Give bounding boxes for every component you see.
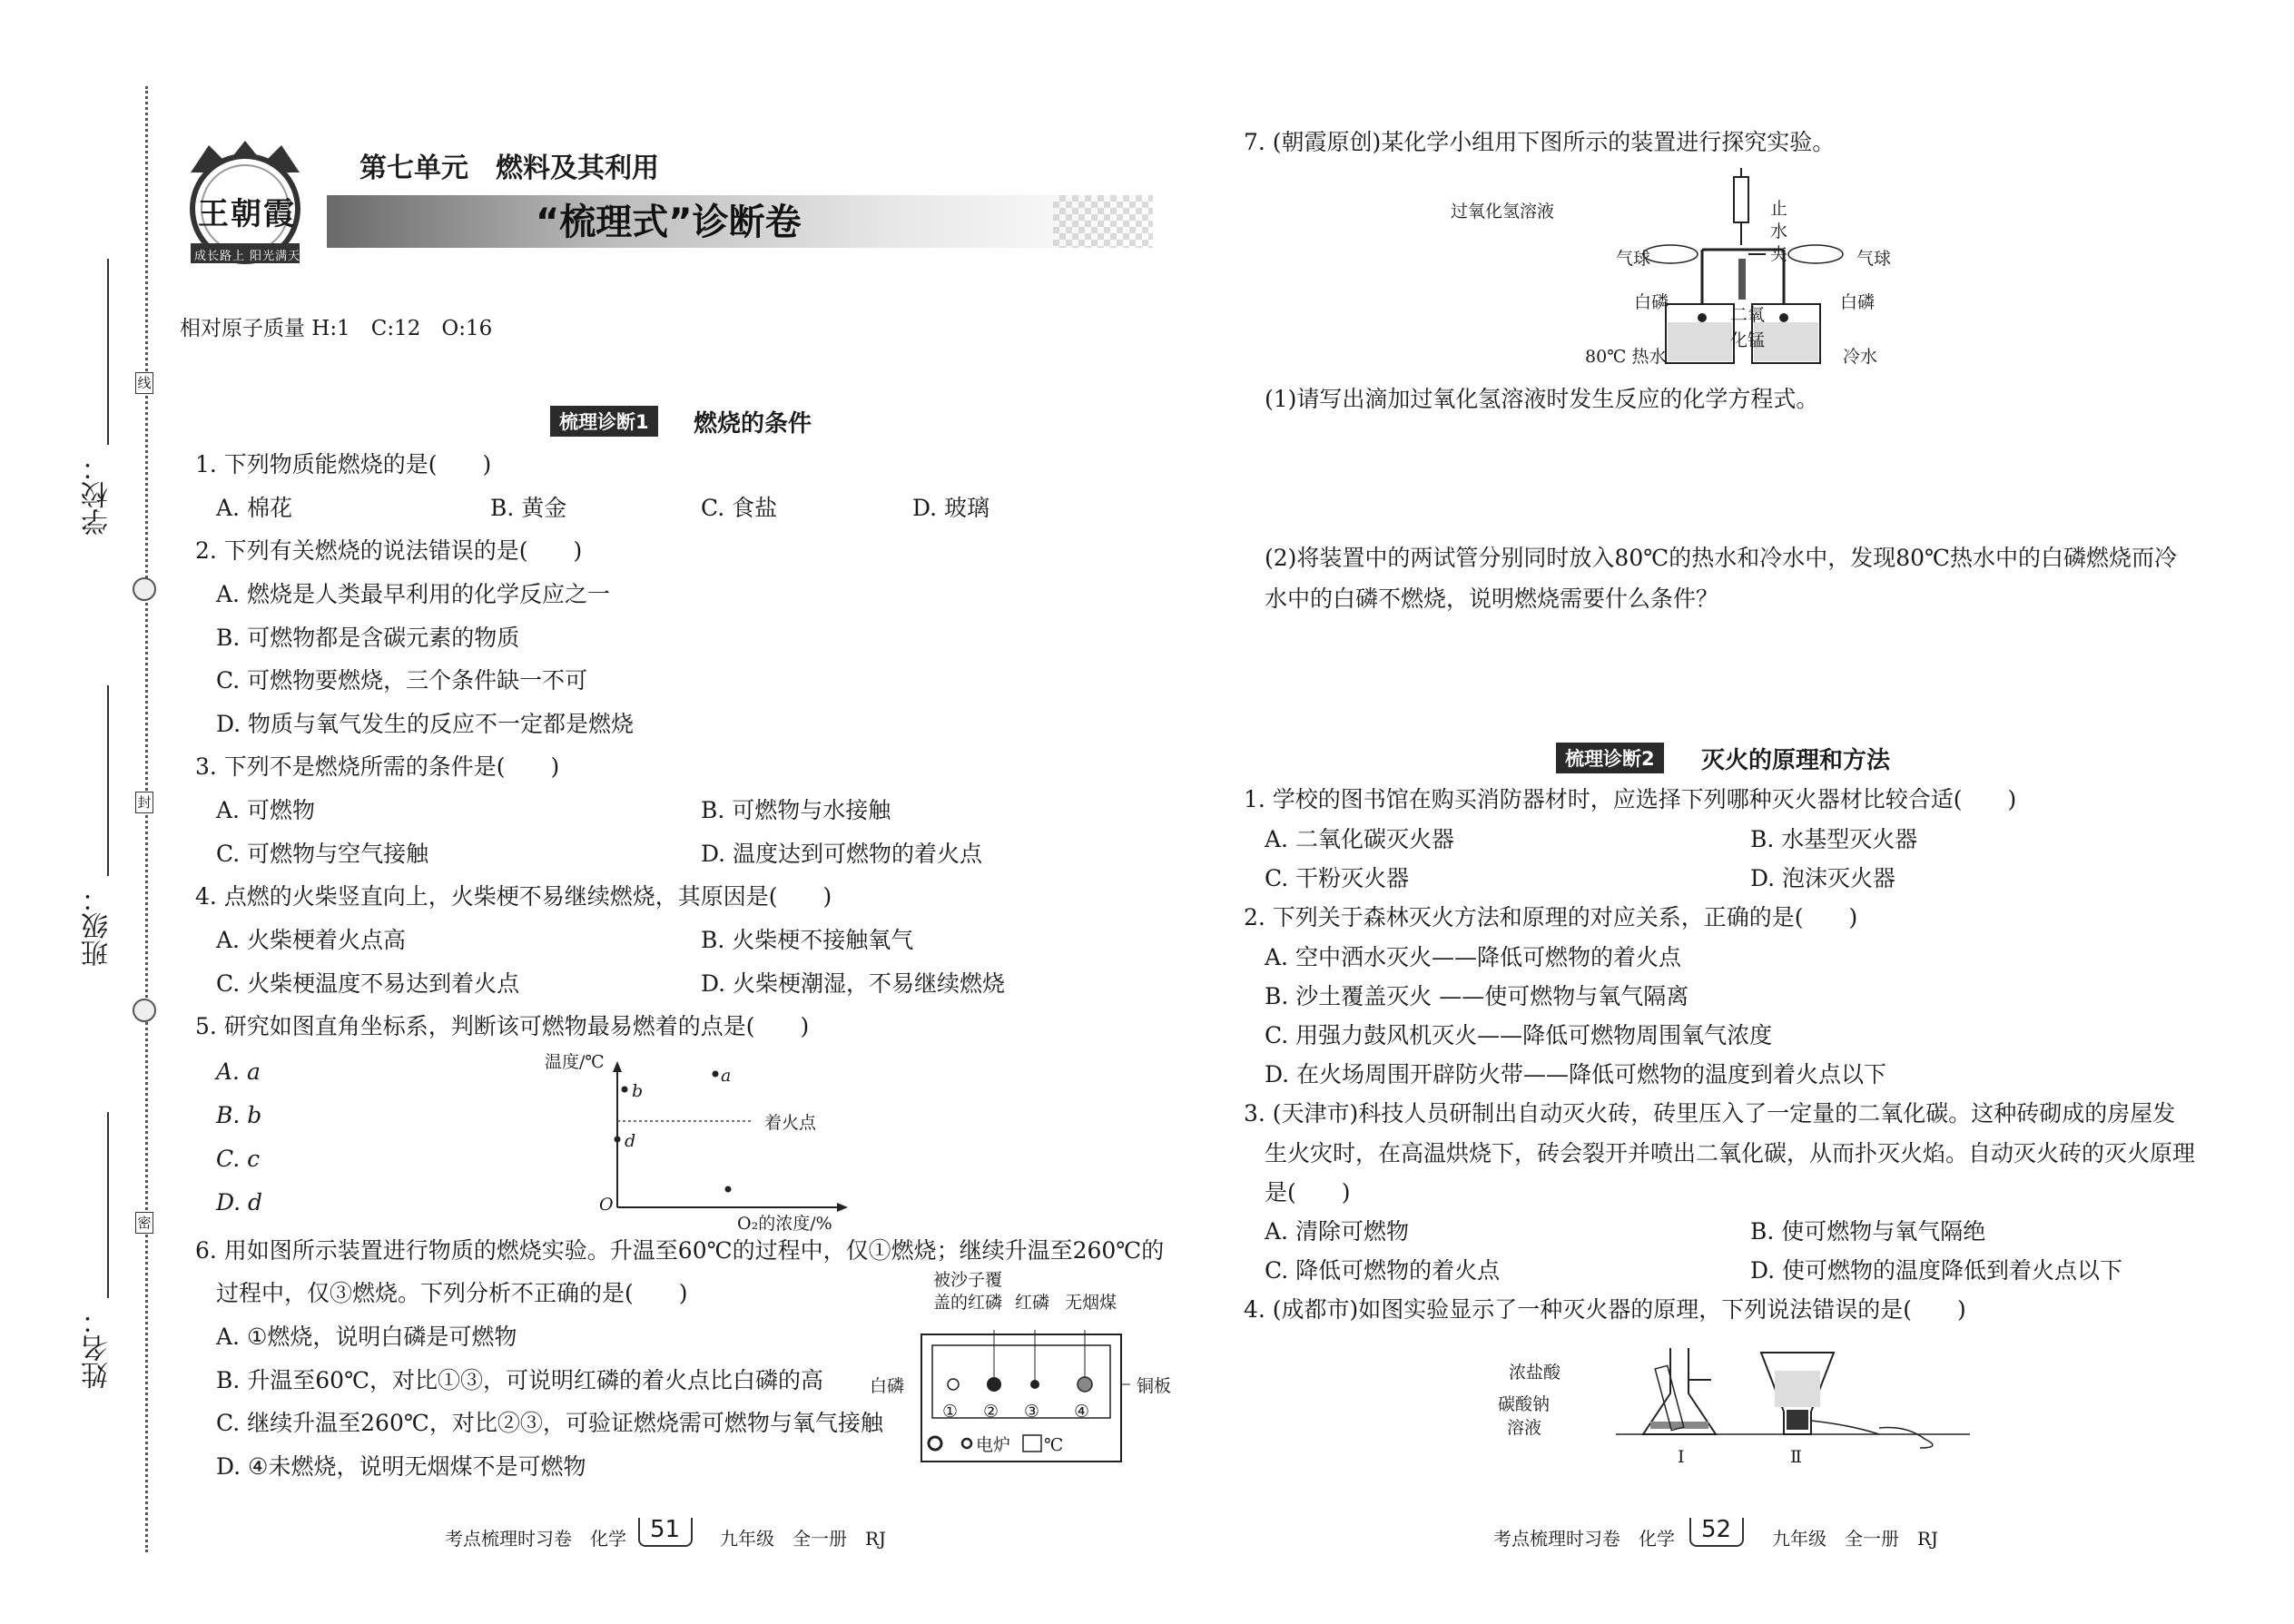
fig8-acid: 浓盐酸 [1509, 1363, 1561, 1383]
left-balloon [1643, 245, 1698, 263]
q5-coordinate-figure [536, 1048, 862, 1230]
right-balloon [1788, 245, 1843, 263]
lq5-stem: 5. 研究如图直角坐标系，判断该可燃物最易燃着的点是( ) [195, 1013, 810, 1039]
lq1-opt-c[interactable]: C. 食盐 [701, 495, 778, 521]
margin-seal-box-1: 线 [135, 372, 153, 394]
lq5-opt-d[interactable]: D. d [216, 1189, 263, 1216]
lq6-opt-b[interactable]: B. 升温至60℃，对比①③，可说明红磷的着火点比白磷的高 [216, 1367, 824, 1393]
margin-seal-box-2: 封 [135, 792, 153, 813]
lq3-opt-d[interactable]: D. 温度达到可燃物的着火点 [701, 841, 983, 867]
fig8-na2co3-1: 碳酸钠 [1498, 1394, 1551, 1414]
q6-num-4: ④ [1074, 1402, 1090, 1422]
lq5-opt-a[interactable]: A. a [216, 1058, 261, 1085]
left-white-phosphorus [1698, 313, 1707, 322]
lq2-opt-b[interactable]: B. 可燃物都是含碳元素的物质 [216, 625, 520, 651]
lq6-stem2: 过程中，仅③燃烧。下列分析不正确的是( ) [216, 1280, 688, 1306]
rq1-opt-b[interactable]: B. 水基型灭火器 [1750, 826, 1918, 852]
point-a [713, 1071, 719, 1078]
lq4-opt-a[interactable]: A. 火柴梗着火点高 [216, 927, 406, 953]
lq5-opt-c[interactable]: C. c [216, 1146, 261, 1172]
q5-label-b: b [632, 1081, 644, 1101]
sand-covered-red-phosphorus-mark [987, 1377, 1001, 1392]
lq6-stem1: 6. 用如图所示装置进行物质的燃烧实验。升温至60℃的过程中，仅①燃烧；继续升温至260℃的 [195, 1237, 1165, 1264]
stove-knob-icon [929, 1437, 941, 1450]
lq5-opt-b[interactable]: B. b [216, 1102, 262, 1128]
name-line [107, 1112, 109, 1298]
class-label: 班级： [82, 885, 113, 967]
syringe [1734, 177, 1748, 222]
rq1-opt-c[interactable]: C. 干粉灭火器 [1265, 865, 1410, 891]
fig8-label-1: Ⅰ [1678, 1447, 1685, 1467]
lq3-opt-b[interactable]: B. 可燃物与水接触 [701, 797, 891, 823]
fig7-wp-l: 白磷 [1634, 292, 1669, 312]
acid-tube-1 [1655, 1365, 1684, 1430]
rq2-opt-a[interactable]: A. 空中洒水灭火——降低可燃物的着火点 [1265, 944, 1681, 970]
flask-1 [1643, 1348, 1716, 1434]
q6-num-1: ① [942, 1402, 959, 1422]
q7-part2b: 水中的白磷不燃烧，说明燃烧需要什么条件？ [1265, 586, 1719, 612]
q5-origin: O [599, 1195, 614, 1215]
fig7-mno2-1: 二氧 [1730, 305, 1766, 325]
q6-white-p: 白磷 [870, 1376, 905, 1396]
school-label: 学校： [82, 454, 113, 536]
unit-title: 第七单元 燃料及其利用 [359, 153, 659, 184]
fig7-balloon-l: 气球 [1616, 249, 1651, 269]
rq2-opt-c[interactable]: C. 用强力鼓风机灭火——降低可燃物周围氧气浓度 [1265, 1022, 1773, 1048]
q6-num-2: ② [983, 1402, 999, 1422]
temperature-display [1023, 1435, 1041, 1452]
anthracite-mark [1078, 1377, 1092, 1392]
name-label: 姓名： [82, 1307, 113, 1389]
rq3-opt-b[interactable]: B. 使可燃物与氧气隔绝 [1750, 1218, 1986, 1245]
lq4-opt-b[interactable]: B. 火柴梗不接触氧气 [701, 927, 914, 953]
point-c [725, 1186, 732, 1193]
lq3-opt-c[interactable]: C. 可燃物与空气接触 [216, 841, 429, 867]
hot-water [1668, 322, 1732, 361]
solution-2 [1775, 1371, 1820, 1407]
flame-icon [1879, 1428, 1933, 1449]
rq7-stem: 7. (朝霞原创)某化学小组用下图所示的装置进行探究实验。 [1244, 129, 1836, 155]
lq6-opt-d[interactable]: D. ④未燃烧，说明无烟煤不是可燃物 [216, 1453, 586, 1480]
stove-switch-icon [962, 1439, 971, 1448]
logo-text: 王朝霞 [198, 196, 296, 232]
left-footer-text2: 九年级 全一册 RJ [720, 1528, 887, 1550]
q6-apparatus-figure [903, 1307, 1139, 1480]
rq1-opt-d[interactable]: D. 泡沫灭火器 [1750, 865, 1896, 891]
rq3-stem2: 生火灾时，在高温烘烧下，砖会裂开并喷出二氧化碳，从而扑灭火焰。自动灭火砖的灭火原理 [1265, 1140, 2196, 1166]
q6-top2: 盖的红磷 [933, 1293, 1003, 1313]
rq2-opt-b[interactable]: B. 沙土覆盖灭火 ——使可燃物与氧气隔离 [1265, 983, 1689, 1009]
spray-line [1811, 1421, 1879, 1434]
y-axis-arrow-icon [613, 1061, 622, 1072]
rq2-stem: 2. 下列关于森林灭火方法和原理的对应关系，正确的是( ) [1244, 904, 1858, 930]
lq2-opt-a[interactable]: A. 燃烧是人类最早利用的化学反应之一 [216, 581, 610, 607]
right-footer-text2: 九年级 全一册 RJ [1772, 1528, 1939, 1550]
margin-ornament-2 [133, 999, 156, 1022]
q4-extinguisher-figure [1580, 1330, 1979, 1489]
right-footer-page: 52 [1701, 1516, 1732, 1543]
q5-xlabel: O₂的浓度/% [737, 1214, 832, 1234]
lq2-opt-c[interactable]: C. 可燃物要燃烧，三个条件缺一不可 [216, 667, 588, 694]
fig7-h2o2: 过氧化氢溶液 [1451, 202, 1555, 221]
left-footer-text1: 考点梳理时习卷 化学 [445, 1528, 626, 1550]
logo [172, 136, 318, 272]
lq3-opt-a[interactable]: A. 可燃物 [216, 797, 315, 823]
lq2-stem: 2. 下列有关燃烧的说法错误的是( ) [195, 537, 583, 564]
q6-top1: 被沙子覆 [933, 1270, 1003, 1290]
left-footer-page: 51 [650, 1516, 681, 1543]
fig7-clamp3: 夹 [1770, 244, 1788, 264]
fig7-clamp1: 止 [1770, 199, 1788, 219]
paper-title: “梳理式”诊断卷 [536, 202, 802, 243]
rq3-opt-c[interactable]: C. 降低可燃物的着火点 [1265, 1257, 1501, 1284]
lq4-opt-c[interactable]: C. 火柴梗温度不易达到着火点 [216, 970, 520, 997]
lq6-opt-a[interactable]: A. ①燃烧，说明白磷是可燃物 [216, 1324, 517, 1350]
q5-ylabel: 温度/℃ [545, 1052, 605, 1072]
rq1-stem: 1. 学校的图书馆在购买消防器材时，应选择下列哪种灭火器材比较合适( ) [1244, 786, 2017, 812]
point-b [622, 1087, 628, 1093]
class-line [107, 685, 109, 876]
q6-red-p: 红磷 [1015, 1293, 1050, 1313]
fig7-wp-r: 白磷 [1840, 292, 1876, 312]
lq2-opt-d[interactable]: D. 物质与氧气发生的反应不一定都是燃烧 [216, 711, 635, 737]
lq4-opt-d[interactable]: D. 火柴梗潮湿，不易继续燃烧 [701, 970, 1006, 997]
rq3-opt-d[interactable]: D. 使可燃物的温度降低到着火点以下 [1750, 1257, 2123, 1284]
red-phosphorus-mark [1030, 1380, 1039, 1389]
rq1-opt-a[interactable]: A. 二氧化碳灭火器 [1265, 826, 1454, 852]
fig7-clamp2: 水 [1770, 221, 1788, 241]
fig8-na2co3-2: 溶液 [1507, 1418, 1542, 1438]
fig7-hot: 80℃ 热水 [1585, 347, 1667, 367]
section2-badge: 梳理诊断2 [1556, 743, 1664, 773]
lq4-stem: 4. 点燃的火柴竖直向上，火柴梗不易继续燃烧，其原因是( ) [195, 883, 832, 910]
rq3-stem1: 3. (天津市)科技人员研制出自动灭火砖，砖里压入了一定量的二氧化碳。这种砖砌成的房屋发 [1244, 1100, 2176, 1127]
atomic-mass: 相对原子质量 H:1 C:12 O:16 [180, 317, 493, 340]
lq6-opt-c[interactable]: C. 继续升温至260℃，对比②③，可验证燃烧需可燃物与氧气接触 [216, 1410, 883, 1436]
stopper-2 [1787, 1410, 1808, 1430]
margin-seal-box-3: 密 [135, 1212, 153, 1234]
point-d [615, 1137, 621, 1143]
fig7-balloon-r: 气球 [1856, 249, 1892, 269]
logo-slogan: 成长路上 阳光满天 [194, 250, 301, 263]
q6-plate: 铜板 [1137, 1376, 1172, 1396]
rq4-stem: 4. (成都市)如图实验显示了一种灭火器的原理，下列说法错误的是( ) [1244, 1296, 1966, 1323]
lq1-stem: 1. 下列物质能燃烧的是( ) [195, 451, 492, 477]
right-white-phosphorus [1779, 313, 1788, 322]
margin-ornament-1 [133, 577, 156, 601]
q7-part2a: (2)将装置中的两试管分别同时放入80℃的热水和冷水中，发现80℃热水中的白磷燃烧而冷 [1265, 545, 2177, 571]
q6-coal: 无烟煤 [1065, 1293, 1117, 1313]
lq1-opt-b[interactable]: B. 黄金 [490, 495, 567, 521]
q6-stove-label: 电炉 [976, 1435, 1011, 1455]
lq1-opt-a[interactable]: A. 棉花 [216, 495, 292, 521]
section1-title: 燃烧的条件 [694, 410, 812, 438]
q5-label-a: a [721, 1066, 732, 1086]
q5-label-d: d [625, 1131, 636, 1151]
binding-margin [145, 86, 148, 1552]
rq3-opt-a[interactable]: A. 清除可燃物 [1265, 1218, 1409, 1245]
fig7-mno2-2: 化锰 [1730, 330, 1766, 350]
q6-num-3: ③ [1024, 1402, 1040, 1422]
mno2-tube [1738, 259, 1746, 300]
q7-part1: (1)请写出滴加过氧化氢溶液时发生反应的化学方程式。 [1265, 386, 1819, 412]
fig8-label-2: Ⅱ [1790, 1447, 1802, 1467]
section2-title: 灭火的原理和方法 [1701, 747, 1891, 774]
lq3-stem: 3. 下列不是燃烧所需的条件是( ) [195, 753, 560, 780]
fig7-cold: 冷水 [1843, 347, 1878, 367]
right-footer-text1: 考点梳理时习卷 化学 [1493, 1528, 1675, 1550]
rq3-stem3: 是( ) [1265, 1179, 1351, 1206]
q6-unit-label: ℃ [1044, 1435, 1064, 1455]
x-axis-arrow-icon [837, 1203, 848, 1212]
section1-badge: 梳理诊断1 [550, 406, 658, 437]
white-phosphorus-mark [948, 1379, 959, 1390]
lq1-opt-d[interactable]: D. 玻璃 [912, 495, 990, 521]
header-checker [1053, 195, 1153, 248]
q5-ignition-label: 着火点 [764, 1113, 817, 1133]
school-line [107, 259, 109, 445]
rq2-opt-d[interactable]: D. 在火场周围开辟防火带——降低可燃物的温度到着火点以下 [1265, 1061, 1887, 1088]
